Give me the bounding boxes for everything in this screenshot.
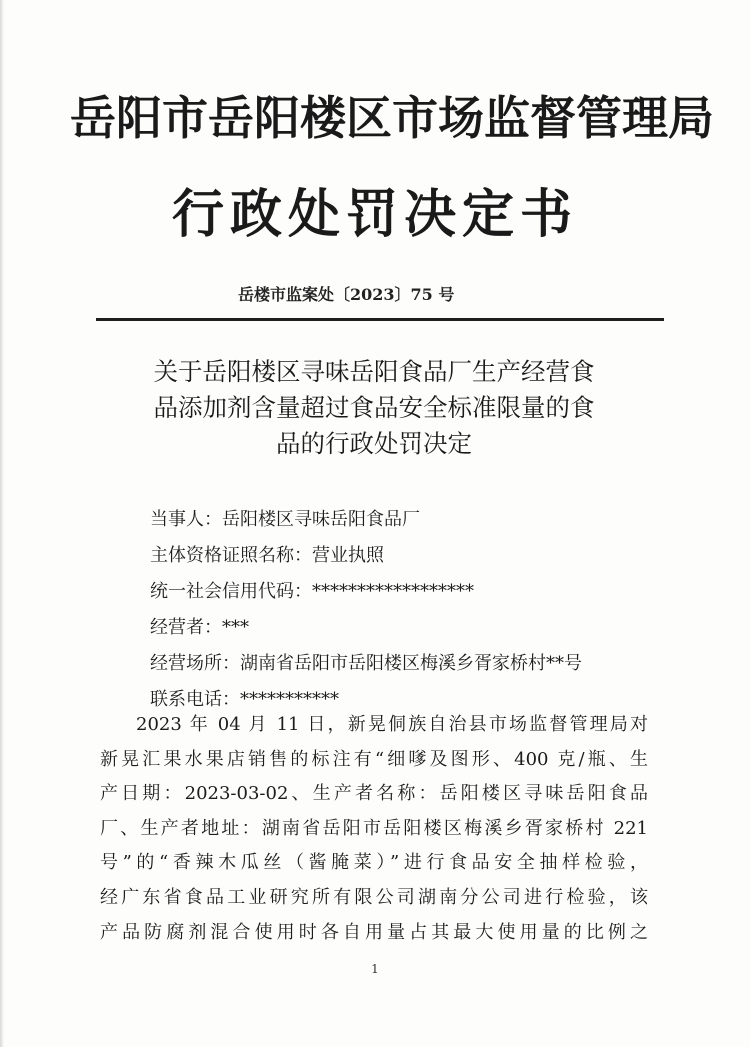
party-info bbox=[150, 502, 670, 718]
decision-title-line: 品的行政处罚决定 bbox=[276, 429, 472, 458]
header-divider bbox=[96, 318, 664, 321]
body-line: 2023 年 04 月 11 日，新晃侗族自治县市场监督管理局对 bbox=[136, 714, 648, 735]
document-number: 岳楼市监案处〔2023〕75 号 bbox=[238, 285, 455, 304]
credit-code: 统一社会信用代码：****************** bbox=[150, 581, 474, 602]
decision-title-line: 关于岳阳楼区寻味岳阳食品厂生产经营食 bbox=[153, 357, 595, 386]
decision-title-line: 品添加剂含量超过食品安全标准限量的食 bbox=[153, 393, 595, 422]
body-line: 新晃汇果水果店销售的标注有“细嗲及图形、400 克/瓶、生 bbox=[100, 748, 648, 770]
scan-edge-shadow bbox=[0, 0, 4, 1047]
business-address: 经营场所：湖南省岳阳市岳阳楼区梅溪乡胥家桥村**号 bbox=[150, 653, 582, 674]
document-type-title: 行政处罚决定书 bbox=[171, 185, 578, 245]
license-name: 主体资格证照名称：营业执照 bbox=[150, 545, 384, 566]
agency-title: 岳阳市岳阳楼区市场监督管理局 bbox=[70, 91, 714, 145]
body-line: 经广东省食品工业研究所有限公司湖南分公司进行检验，该 bbox=[100, 886, 648, 908]
body-line: 厂、生产者地址：湖南省岳阳市岳阳楼区梅溪乡胥家桥村 221 bbox=[100, 817, 648, 839]
body-paragraph bbox=[100, 708, 648, 950]
party-name: 当事人：岳阳楼区寻味岳阳食品厂 bbox=[150, 509, 420, 530]
contact-phone: 联系电话：*********** bbox=[150, 689, 339, 710]
body-line: 号”的“香辣木瓜丝（酱腌菜）”进行食品安全抽样检验， bbox=[100, 852, 648, 874]
page-number: 1 bbox=[371, 962, 379, 976]
body-line: 产日期：2023-03-02、生产者名称：岳阳楼区寻味岳阳食品 bbox=[100, 783, 648, 805]
operator: 经营者：*** bbox=[150, 617, 249, 638]
body-line: 产品防腐剂混合使用时各自用量占其最大使用量的比例之 bbox=[100, 921, 648, 943]
decision-title bbox=[100, 354, 648, 462]
